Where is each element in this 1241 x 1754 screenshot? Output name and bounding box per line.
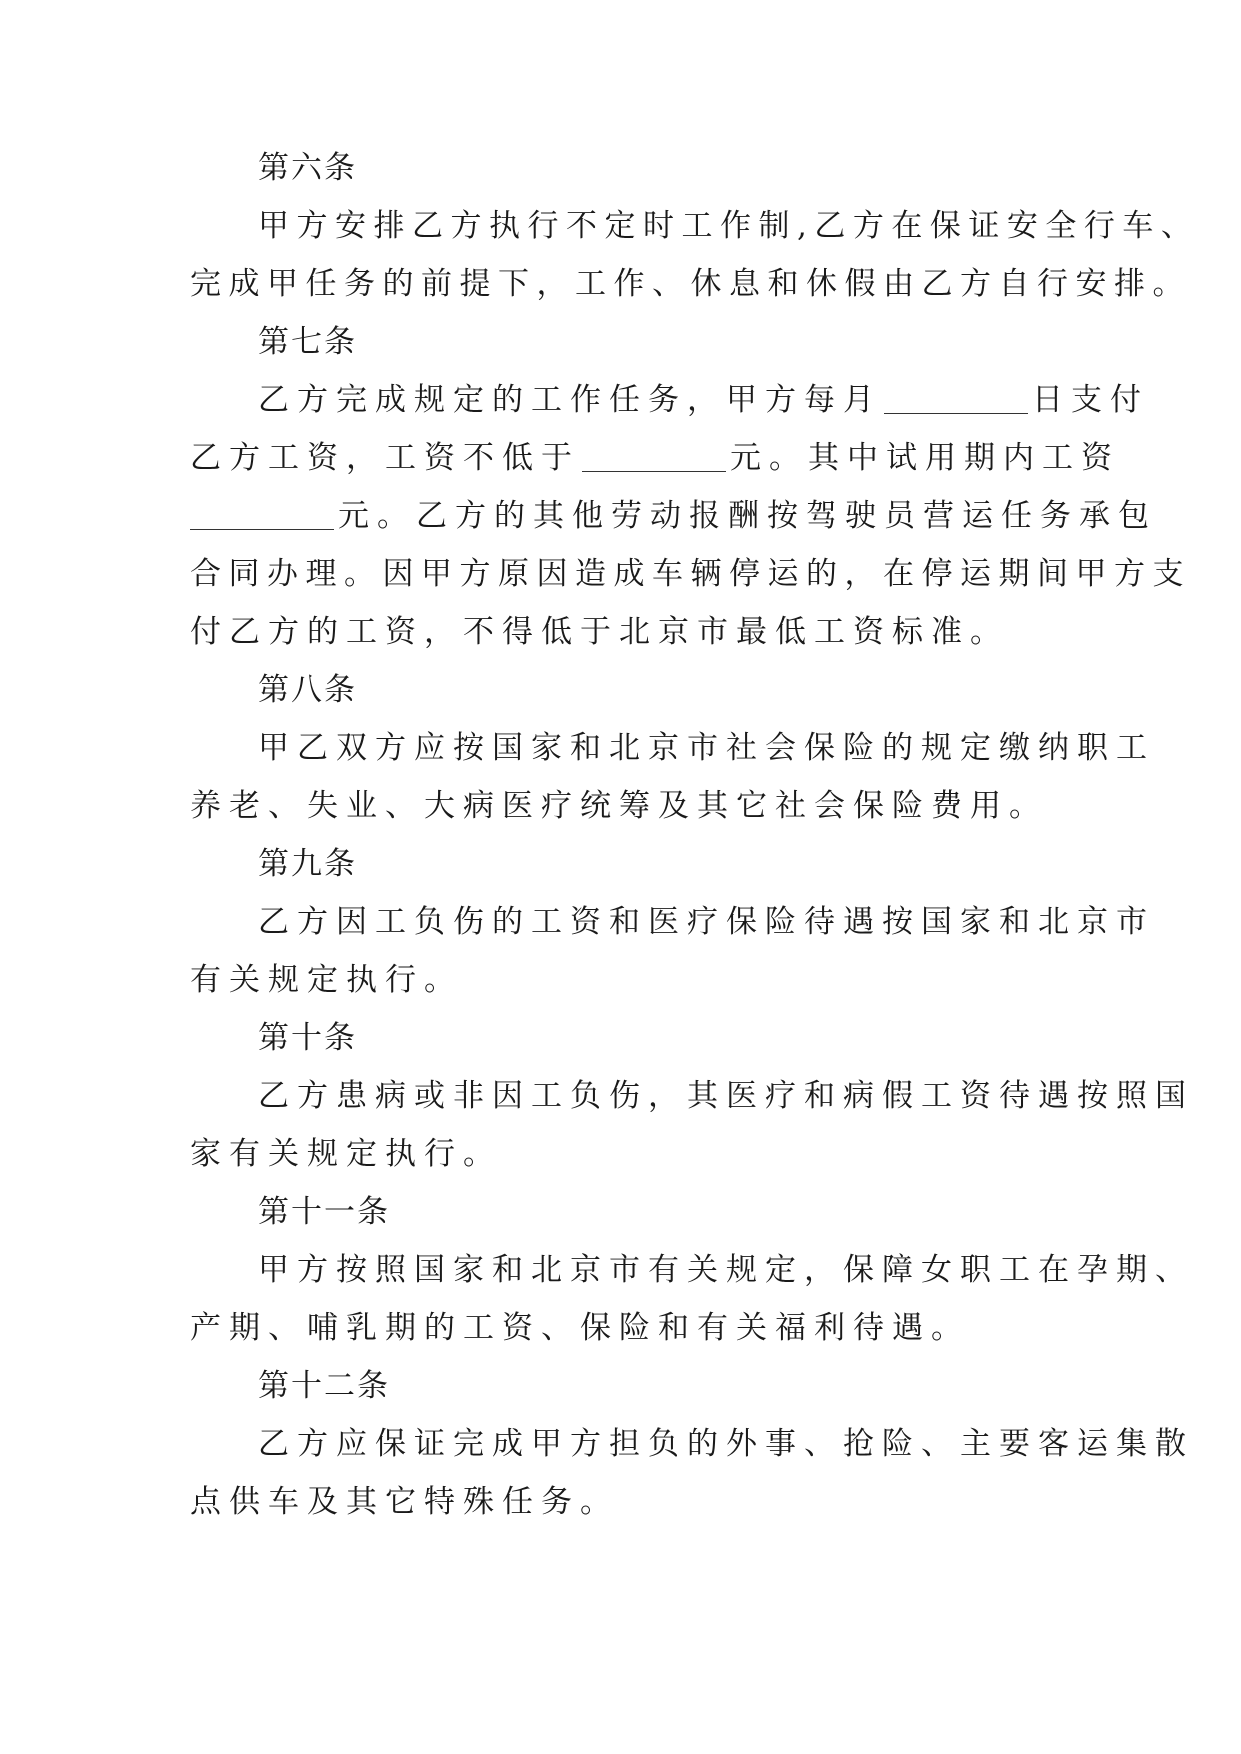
- article-12-line-2: 点供车及其它特殊任务。: [190, 1484, 619, 1520]
- article-12-line-1: 乙方应保证完成甲方担负的外事、抢险、主要客运集散: [258, 1426, 1194, 1462]
- article-9-line-2: 有关规定执行。: [190, 962, 463, 998]
- article-7-line-1-text-b: 日支付: [1032, 382, 1149, 418]
- blank-probation-wage: [190, 499, 334, 530]
- article-10-line-1: 乙方患病或非因工负伤，其医疗和病假工资待遇按照国: [258, 1078, 1194, 1114]
- article-10-line-2: 家有关规定执行。: [190, 1136, 502, 1172]
- article-8-line-1: 甲乙双方应按国家和北京市社会保险的规定缴纳职工: [258, 730, 1155, 766]
- article-7-heading: 第七条: [258, 324, 357, 360]
- article-7-line-2-text-a: 乙方工资，工资不低于: [190, 440, 580, 476]
- article-9-line-1: 乙方因工负伤的工资和医疗保险待遇按国家和北京市: [258, 904, 1155, 940]
- article-6-line-1: 甲方安排乙方执行不定时工作制,乙方在保证安全行车、: [258, 208, 1200, 244]
- article-9-heading: 第九条: [258, 846, 357, 882]
- article-8-heading: 第八条: [258, 672, 357, 708]
- article-7-line-5: 付乙方的工资，不得低于北京市最低工资标准。: [190, 614, 1009, 650]
- article-7-line-2-text-b: 元。其中试用期内工资: [730, 440, 1120, 476]
- article-7-line-1-text-a: 乙方完成规定的工作任务，甲方每月: [258, 382, 882, 418]
- article-7-line-1: [258, 380, 1149, 420]
- article-12-heading: 第十二条: [258, 1368, 390, 1404]
- article-11-line-2: 产期、哺乳期的工资、保险和有关福利待遇。: [190, 1310, 970, 1346]
- blank-min-wage: [582, 441, 726, 472]
- article-10-heading: 第十条: [258, 1020, 357, 1056]
- article-11-line-1: 甲方按照国家和北京市有关规定，保障女职工在孕期、: [258, 1252, 1194, 1288]
- article-7-line-3-text: 元。乙方的其他劳动报酬按驾驶员营运任务承包: [338, 498, 1157, 534]
- article-7-line-2: [190, 438, 1120, 478]
- article-6-heading: 第六条: [258, 150, 357, 186]
- blank-pay-day: [884, 383, 1028, 414]
- article-8-line-2: 养老、失业、大病医疗统筹及其它社会保险费用。: [190, 788, 1048, 824]
- article-7-line-4: 合同办理。因甲方原因造成车辆停运的，在停运期间甲方支: [190, 556, 1191, 592]
- article-11-heading: 第十一条: [258, 1194, 390, 1230]
- article-6-line-2: 完成甲任务的前提下，工作、休息和休假由乙方自行安排。: [190, 266, 1191, 302]
- article-7-line-3: [190, 496, 1157, 536]
